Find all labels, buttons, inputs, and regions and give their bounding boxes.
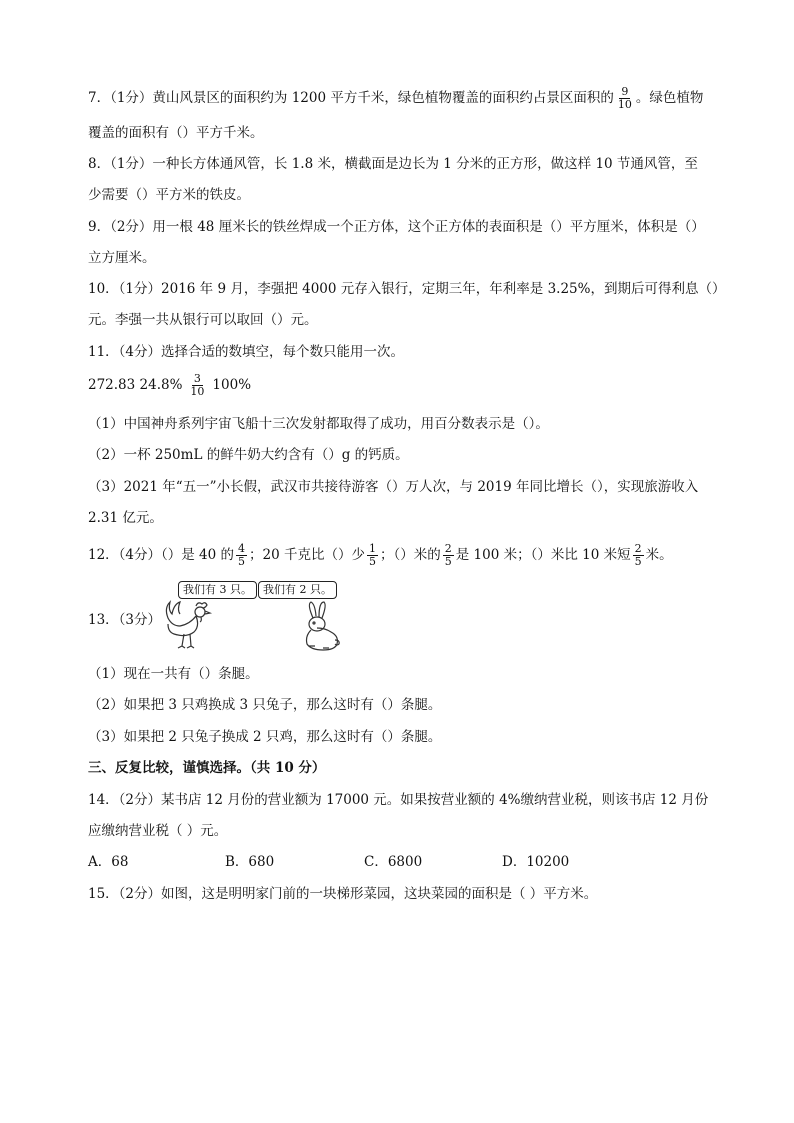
q15-line: 15．（2分）如图，这是明明家门前的一块梯形菜园，这块菜园的面积是（ ）平方米。 <box>88 886 598 902</box>
q13-sub1: （1）现在一共有（）条腿。 <box>88 666 259 682</box>
speech-bubble-rabbit: 我们有 2 只。 <box>258 581 337 599</box>
fraction: $\frac{2}{5}$ <box>444 542 452 568</box>
q14-line1: 14．（2分）某书店 12 月份的营业额为 17000 元。如果按营业额的 4%缴纳营业税，则该书店 12 月份 <box>88 792 709 808</box>
option-c[interactable]: C．6800 <box>364 854 423 870</box>
section-heading: 三、反复比较，谨慎选择。（共 10 分） <box>88 760 326 776</box>
q11-sub1: （1）中国神舟系列宇宙飞船十三次发射都取得了成功，用百分数表示是（）。 <box>88 416 549 432</box>
q10-line1: 10．（1分）2016 年 9 月，李强把 4000 元存入银行，定期三年，年利率是 3.25%，到期后可得利息（） <box>88 281 726 297</box>
q9-line1: 9．（2分）用一根 48 厘米长的铁丝焊成一个正方体，这个正方体的表面积是（）平方厘米，体积是（） <box>88 219 705 235</box>
fraction: $\frac{9}{10}$ <box>617 85 632 111</box>
option-d[interactable]: D．10200 <box>502 854 570 870</box>
speech-bubble-chicken: 我们有 3 只。 <box>178 581 257 599</box>
q8-line2: 少需要（）平方米的铁皮。 <box>88 187 250 203</box>
q14-line2: 应缴纳营业税（ ）元。 <box>88 823 228 839</box>
q11-options: 272.83 24.8% $\frac{3}{10}$ 100% <box>88 372 252 398</box>
q13-label: 13．（3分） <box>88 612 162 628</box>
option-b[interactable]: B．680 <box>225 854 275 870</box>
rooster-icon <box>160 598 216 652</box>
q12-line: 12．（4分）（）是 40 的 $\frac{4}{5}$ ；20 千克比（）少 $\frac{1}{5}$ ；（）米的 $\frac{2}{5}$ 是 100 米；（）米比 10 米短 $\frac{2}{5}$ 米。 <box>88 542 673 568</box>
q9-line2: 立方厘米。 <box>88 250 156 266</box>
q11-sub2: （2）一杯 250mL 的鲜牛奶大约含有（）g 的钙质。 <box>88 447 409 463</box>
rabbit-icon <box>297 600 343 652</box>
q7-line1: 7．（1分）黄山风景区的面积约为 1200 平方千米，绿色植物覆盖的面积约占景区面积的 $\frac{9}{10}$ 。绿色植物 <box>88 85 704 111</box>
option-a[interactable]: A．68 <box>88 854 129 870</box>
fraction: $\frac{2}{5}$ <box>634 542 642 568</box>
q13-sub3: （3）如果把 2 只兔子换成 2 只鸡，那么这时有（）条腿。 <box>88 729 442 745</box>
q11-sub3-cont: 2.31 亿元。 <box>88 510 163 526</box>
q10-line2: 元。李强一共从银行可以取回（）元。 <box>88 312 318 328</box>
fraction: $\frac{1}{5}$ <box>369 542 377 568</box>
fraction: $\frac{4}{5}$ <box>238 542 246 568</box>
fraction: $\frac{3}{10}$ <box>190 372 205 398</box>
q13-sub2: （2）如果把 3 只鸡换成 3 只兔子，那么这时有（）条腿。 <box>88 697 442 713</box>
q8-line1: 8．（1分）一种长方体通风管，长 1.8 米，横截面是边长为 1 分米的正方形，做这样 10 节通风管，至 <box>88 156 698 172</box>
q11-prompt: 11．（4分）选择合适的数填空，每个数只能用一次。 <box>88 344 405 360</box>
q7-line2: 覆盖的面积有（）平方千米。 <box>88 125 264 141</box>
q11-sub3: （3）2021 年“五一”小长假，武汉市共接待游客（）万人次，与 2019 年同比增长（），实现旅游收入 <box>88 479 699 495</box>
